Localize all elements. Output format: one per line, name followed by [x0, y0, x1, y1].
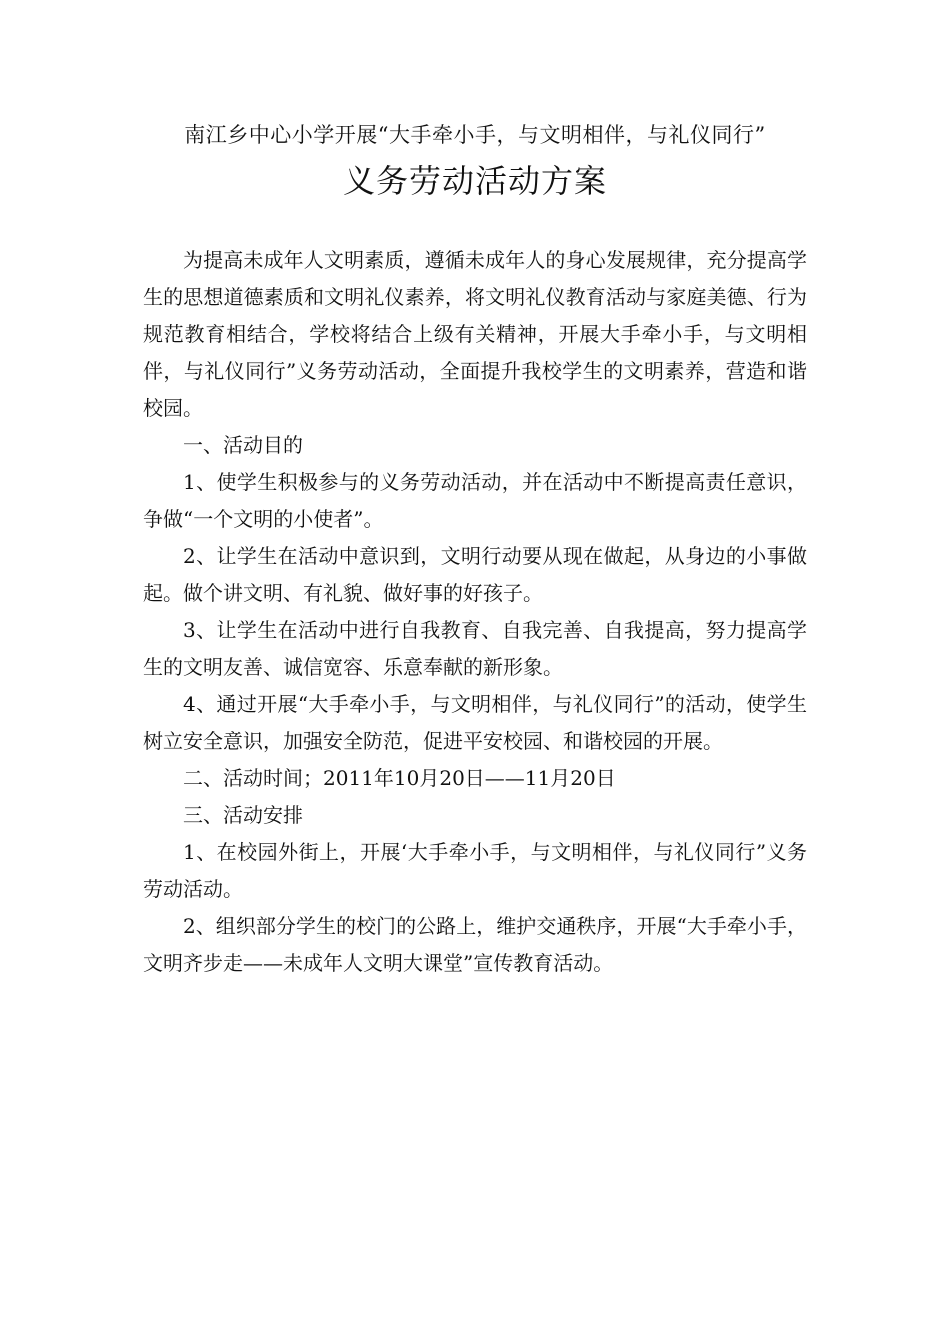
document-header [0, 118, 950, 206]
purpose-item-2: 2、让学生在活动中意识到，文明行动要从现在做起，从身边的小事做起。做个讲文明、有礼貌、做好事的好孩子。 [143, 544, 807, 605]
purpose-item-1: 1、使学生积极参与的义务劳动活动，并在活动中不断提高责任意识，争做“一个文明的小使者”。 [143, 470, 807, 531]
purpose-item-4: 4、通过开展“大手牵小手，与文明相伴，与礼仪同行”的活动，使学生树立安全意识，加强安全防范，促进平安校园、和谐校园的开展。 [143, 692, 807, 753]
document-body [143, 242, 807, 982]
purpose-item-3: 3、让学生在活动中进行自我教育、自我完善、自我提高，努力提高学生的文明友善、诚信宽容、乐意奉献的新形象。 [143, 618, 807, 679]
intro-paragraph: 为提高未成年人文明素质，遵循未成年人的身心发展规律，充分提高学生的思想道德素质和文明礼仪素养，将文明礼仪教育活动与家庭美德、行为规范教育相结合，学校将结合上级有关精神，开展大手牵小手，与文明相伴，与礼仪同行”义务劳动活动，全面提升我校学生的文明素养，营造和谐校园。 [143, 248, 807, 420]
section-heading-arrangement: 三、活动安排 [183, 803, 303, 827]
arrangement-item-2: 2、组织部分学生的校门的公路上，维护交通秩序，开展“大手牵小手，文明齐步走——未成年人文明大课堂”宣传教育活动。 [143, 914, 807, 975]
section-heading-time: 二、活动时间；2011年10月20日——11月20日 [183, 766, 616, 790]
document-title: 义务劳动活动方案 [342, 162, 607, 200]
section-heading-purpose: 一、活动目的 [183, 433, 303, 457]
arrangement-item-1: 1、在校园外街上，开展‘大手牵小手，与文明相伴，与礼仪同行”义务劳动活动。 [143, 840, 807, 901]
document-subtitle: 南江乡中心小学开展“大手牵小手，与文明相伴，与礼仪同行” [184, 123, 766, 147]
